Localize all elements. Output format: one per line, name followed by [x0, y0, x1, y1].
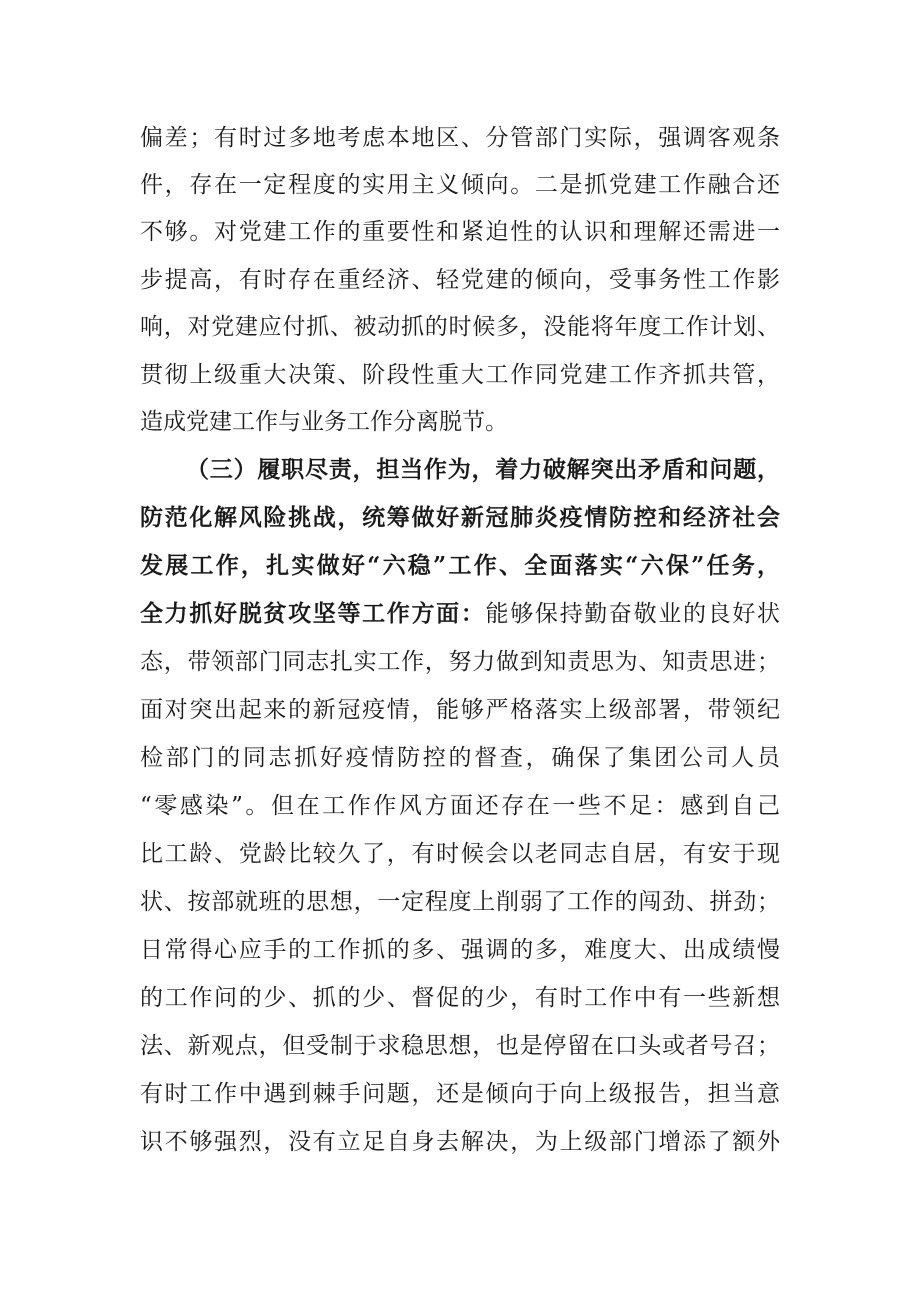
section-body-line: 态，带领部门同志扎实工作，努力做到知责思为、知责思进； [140, 649, 780, 675]
section-body-line: 有时工作中遇到棘手问题，还是倾向于向上级报告，担当意 [140, 1081, 780, 1107]
section-body-start: 能够保持勤奋敬业的良好状 [485, 601, 781, 627]
section-heading-line: 发展工作，扎实做好“六稳”工作、全面落实“六保”任务， [140, 552, 780, 579]
section-heading-line: 防范化解风险挑战，统筹做好新冠肺炎疫情防控和经济社会 [140, 504, 780, 531]
body-line: 响，对党建应付抓、被动抓的时候多，没能将年度工作计划、 [140, 314, 780, 340]
section-body-line: “零感染”。但在工作作风方面还存在一些不足：感到自己 [140, 793, 780, 819]
body-line: 偏差；有时过多地考虑本地区、分管部门实际，强调客观条 [140, 125, 780, 151]
section-heading-tail: 全力抓好脱贫攻坚等工作方面： [140, 600, 486, 627]
section-body-line: 识不够强烈，没有立足自身去解决，为上级部门增添了额外 [140, 1129, 780, 1155]
section-body-line: 法、新观点，但受制于求稳思想，也是停留在口头或者号召； [140, 1033, 780, 1059]
body-line-last: 造成党建工作与业务工作分离脱节。 [140, 409, 508, 435]
section-heading-line: （三）履职尽责，担当作为，着力破解突出矛盾和问题， [186, 456, 780, 483]
section-body-line: 检部门的同志抓好疫情防控的督查，确保了集团公司人员 [140, 745, 780, 771]
body-line: 件，存在一定程度的实用主义倾向。二是抓党建工作融合还 [140, 172, 780, 198]
section-body-line: 状、按部就班的思想，一定程度上削弱了工作的闯劲、拼劲； [140, 889, 780, 915]
body-line: 不够。对党建工作的重要性和紧迫性的认识和理解还需进一 [140, 219, 780, 245]
section-body-line: 面对突出起来的新冠疫情，能够严格落实上级部署，带领纪 [140, 697, 780, 723]
body-line: 步提高，有时存在重经济、轻党建的倾向，受事务性工作影 [140, 267, 780, 293]
section-mixed-line [140, 590, 780, 638]
body-line: 贯彻上级重大决策、阶段性重大工作同党建工作齐抓共管， [140, 362, 780, 388]
section-body-line: 比工龄、党龄比较久了，有时候会以老同志自居，有安于现 [140, 841, 780, 867]
section-body-line: 日常得心应手的工作抓的多、强调的多，难度大、出成绩慢 [140, 937, 780, 963]
section-body-line: 的工作问的少、抓的少、督促的少，有时工作中有一些新想 [140, 985, 780, 1011]
